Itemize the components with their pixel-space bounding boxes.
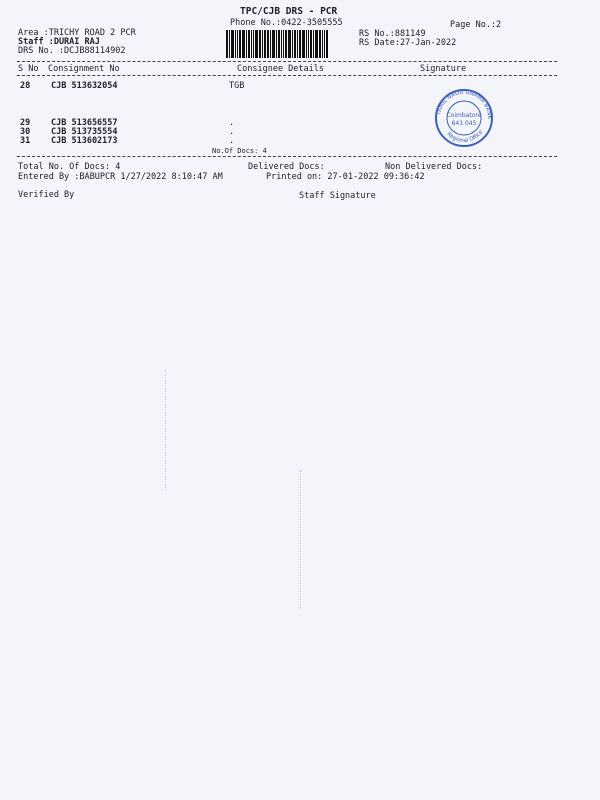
barcode-bar [276, 30, 277, 58]
rs-number: RS No.:881149 [359, 29, 426, 39]
barcode-bar [259, 30, 261, 58]
verified-by: Verified By [18, 190, 75, 200]
row-sno: 29 [20, 118, 31, 128]
row-sno: 28 [20, 81, 31, 91]
barcode-bar [285, 30, 287, 58]
divider [17, 61, 557, 62]
staff-signature: Staff Signature [299, 191, 376, 201]
no-of-docs: No.Of Docs: 4 [212, 147, 267, 155]
column-header-signature: Signature [420, 64, 467, 74]
barcode-bar [272, 30, 275, 58]
barcode-bar [231, 30, 234, 58]
barcode-bar [310, 30, 312, 58]
document-title: TPC/CJB DRS - PCR [240, 6, 338, 17]
barcode-bar [299, 30, 301, 58]
scan-artifact [300, 470, 301, 610]
barcode-bar [239, 30, 241, 58]
stamp-city: Coimbatore [446, 112, 482, 119]
staff-field: Staff :DURAI RAJ [18, 37, 100, 47]
total-docs: Total No. Of Docs: 4 [18, 162, 121, 172]
barcode-bar [294, 30, 296, 58]
row-consignment: CJB 513602173 [51, 136, 118, 146]
row-consignee: . [229, 118, 235, 128]
barcode-bar [229, 30, 230, 58]
barcode-bar [270, 30, 271, 58]
barcode [226, 30, 332, 58]
barcode-bar [326, 30, 328, 58]
barcode-bar [313, 30, 314, 58]
divider [17, 156, 557, 157]
barcode-bar [253, 30, 254, 58]
phone-number: Phone No.:0422-3505555 [230, 18, 343, 28]
barcode-bar [288, 30, 291, 58]
barcode-bar [324, 30, 325, 58]
drs-number: DRS No. :DCJB88114902 [18, 46, 126, 56]
row-consignee: TGB [229, 81, 245, 91]
row-consignment: CJB 513632054 [51, 81, 118, 91]
barcode-bar [242, 30, 245, 58]
column-header-sno: S No [18, 64, 39, 74]
barcode-bar [308, 30, 309, 58]
barcode-bar [292, 30, 293, 58]
delivered-docs: Delivered Docs: [248, 162, 325, 172]
column-header-consignment: Consignment No [48, 64, 120, 74]
non-delivered-docs: Non Delivered Docs: [385, 162, 483, 172]
barcode-bar [315, 30, 318, 58]
barcode-bar [251, 30, 252, 58]
stamp-bottom-text: Regional Office [445, 129, 485, 145]
stamp-pin: 641 045 [451, 120, 477, 127]
row-consignee: . [229, 127, 235, 137]
stamp-top-text: TAMIL NADU GRAMA BANK [436, 89, 493, 120]
barcode-bar [281, 30, 282, 58]
area-field: Area :TRICHY ROAD 2 PCR [18, 28, 136, 38]
barcode-bar [264, 30, 266, 58]
scan-artifact [165, 370, 166, 490]
barcode-bar [255, 30, 258, 58]
entered-by: Entered By :BABUPCR 1/27/2022 8:10:47 AM [18, 172, 223, 182]
divider [17, 75, 557, 76]
row-consignment: CJB 513735554 [51, 127, 118, 137]
barcode-bar [226, 30, 228, 58]
column-header-consignee: Consignee Details [237, 64, 324, 74]
row-consignment: CJB 513656557 [51, 118, 118, 128]
barcode-bar [248, 30, 250, 58]
barcode-bar [297, 30, 298, 58]
barcode-bar [302, 30, 305, 58]
barcode-bar [319, 30, 321, 58]
row-consignee: . [229, 136, 235, 146]
row-sno: 31 [20, 136, 31, 146]
barcode-bar [246, 30, 247, 58]
barcode-bar [278, 30, 280, 58]
barcode-bar [283, 30, 284, 58]
barcode-bar [235, 30, 236, 58]
printed-on: Printed on: 27-01-2022 09:36:42 [266, 172, 425, 182]
bank-seal-stamp [430, 88, 498, 148]
barcode-bar [322, 30, 323, 58]
barcode-bar [262, 30, 263, 58]
rs-date: RS Date:27-Jan-2022 [359, 38, 457, 48]
barcode-bar [237, 30, 238, 58]
barcode-bar [267, 30, 269, 58]
barcode-bar [306, 30, 307, 58]
page-number: Page No.:2 [450, 20, 502, 30]
row-sno: 30 [20, 127, 31, 137]
